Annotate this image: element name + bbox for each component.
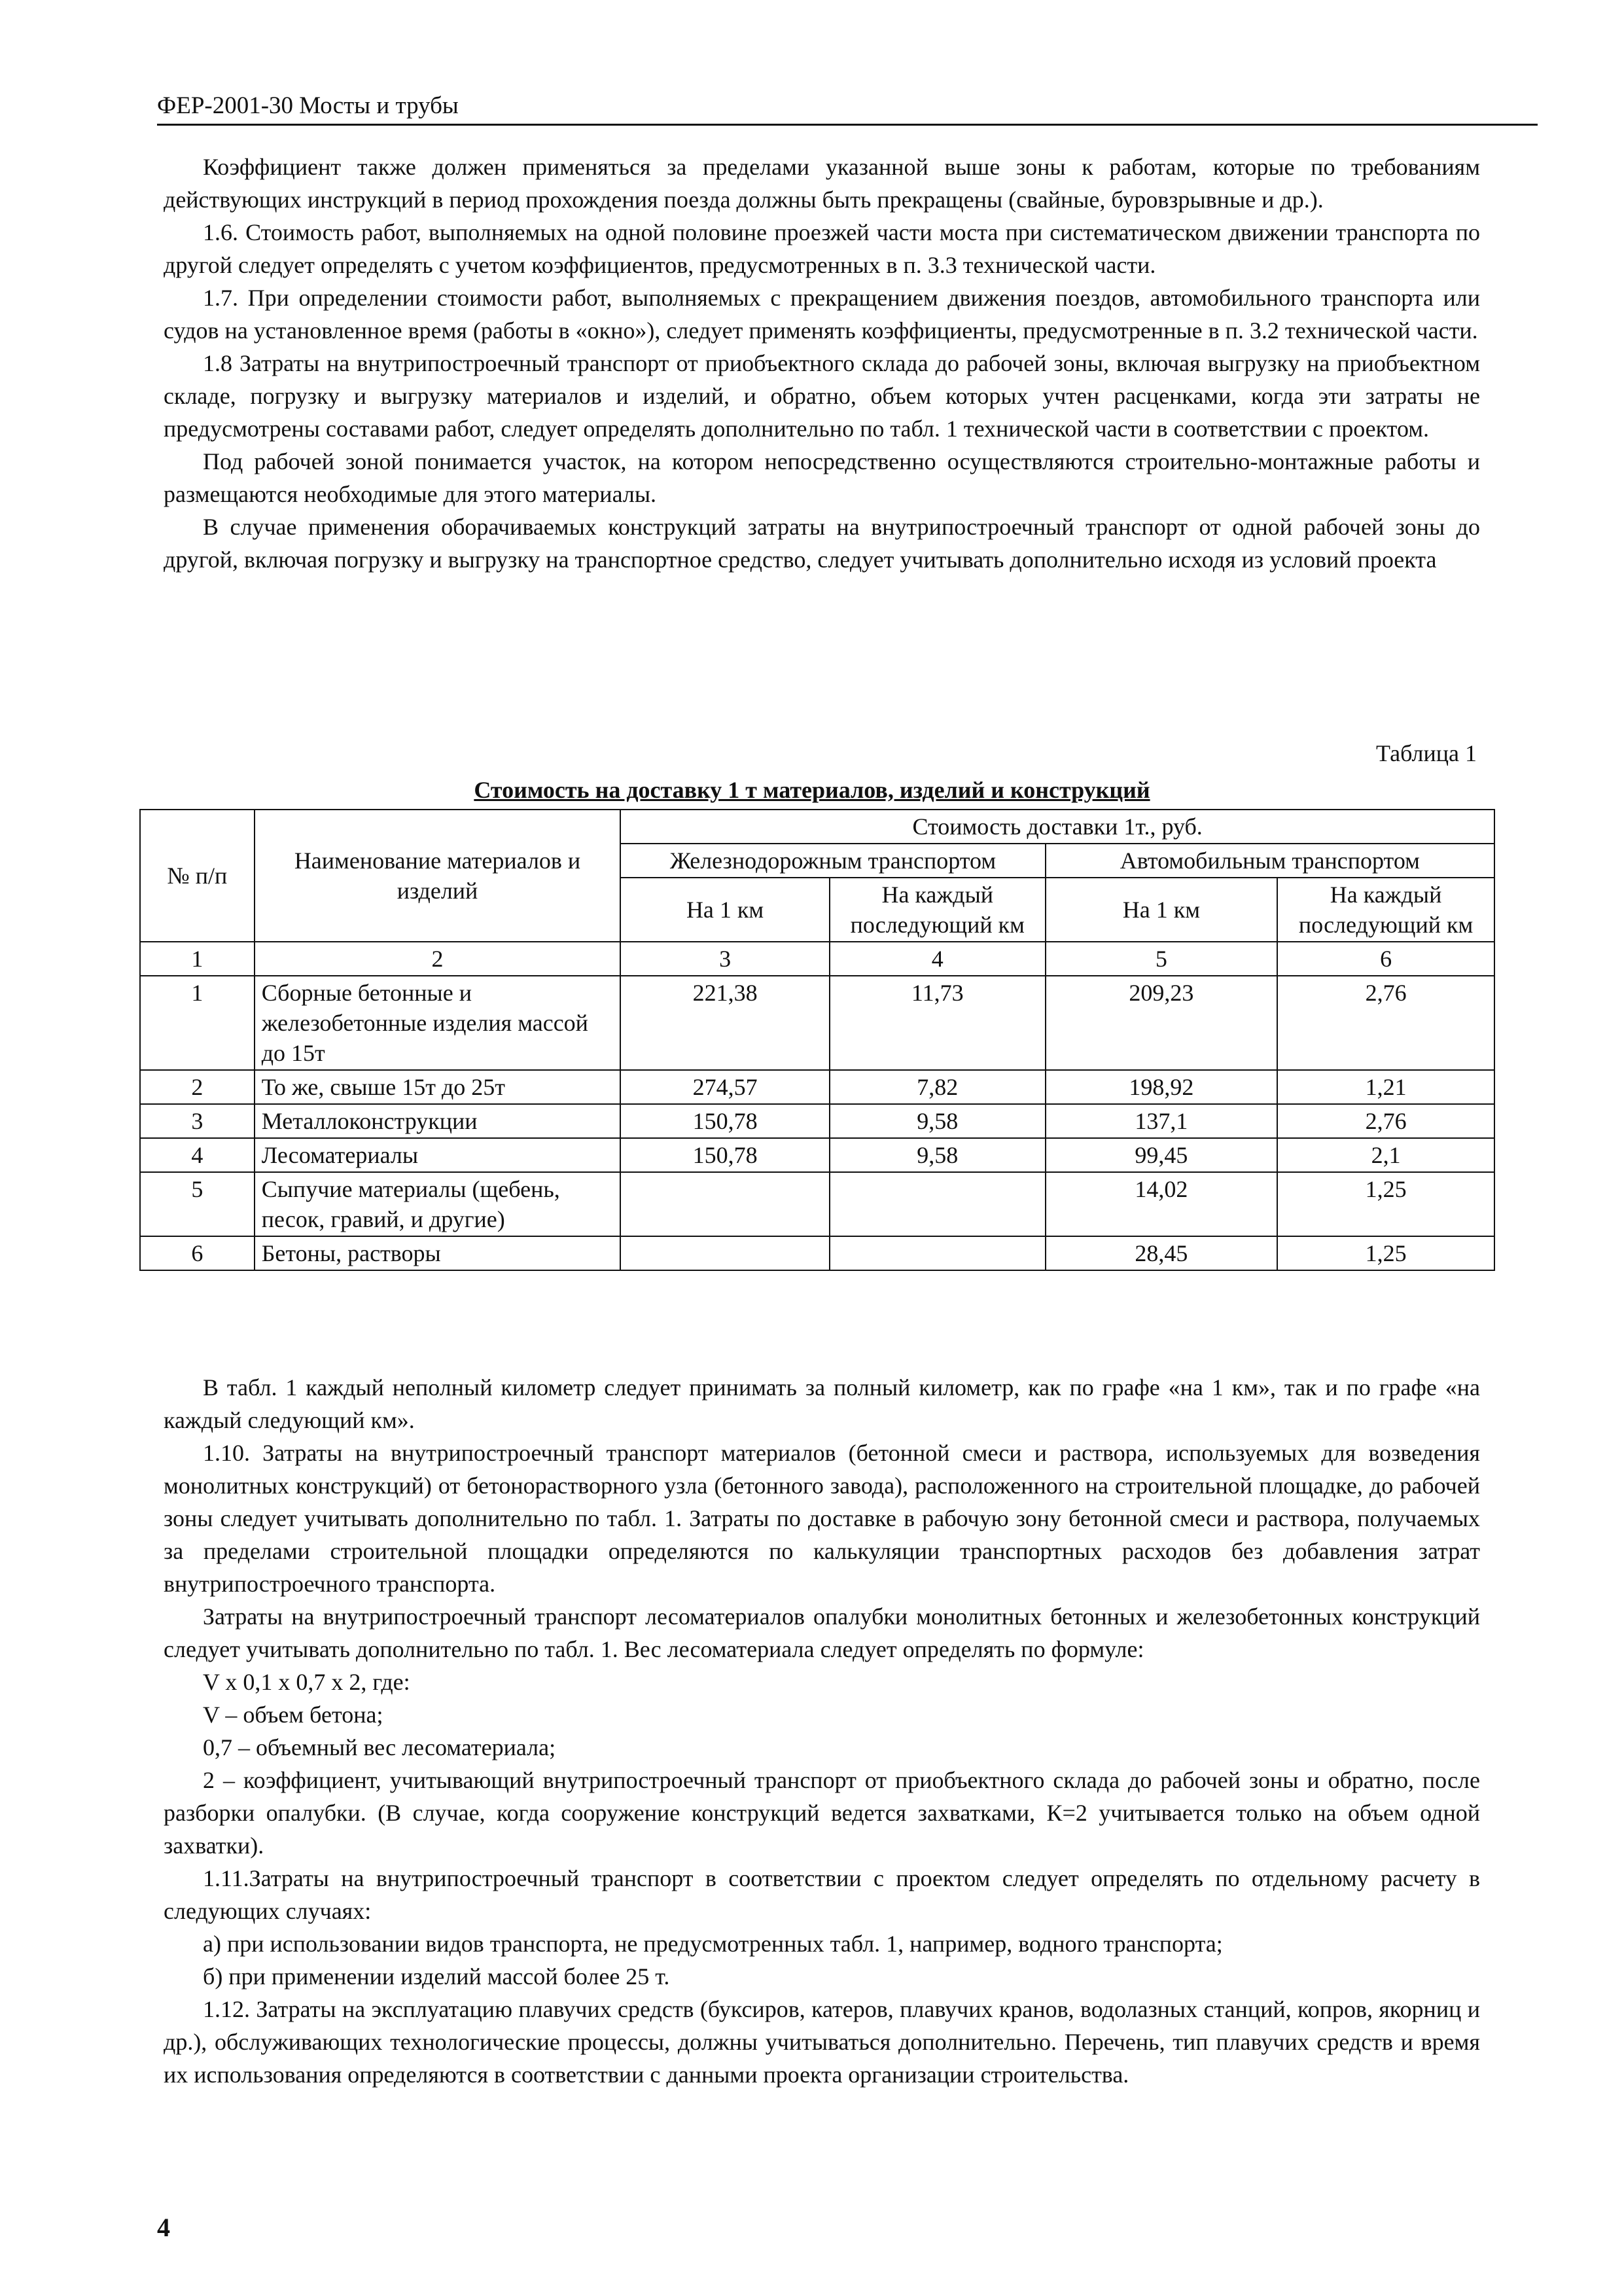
header-auto-per-km: На 1 км	[1046, 878, 1278, 942]
row-rail-next: 9,58	[830, 1104, 1046, 1138]
row-auto-next: 1,25	[1277, 1172, 1494, 1236]
col-number: 5	[1046, 942, 1278, 976]
row-rail-next	[830, 1172, 1046, 1236]
table-row	[140, 1236, 1494, 1270]
list-item: а) при использовании видов транспорта, не предусмотренных табл. 1, например, водного транспорта;	[203, 1931, 1223, 1957]
row-num: 6	[140, 1236, 255, 1270]
paragraph: В случае применения оборачиваемых конструкций затраты на внутрипостроечный транспорт от одной рабочей зоны до другой, включая погрузку и выгрузку на транспортное средство, следует учитывать дополнительно исходя из условий проекта	[164, 514, 1480, 573]
table-row	[140, 976, 1494, 1070]
paragraph: Под рабочей зоной понимается участок, на котором непосредственно осуществляются строительно-монтажные работы и размещаются необходимые для этого материалы.	[164, 448, 1480, 507]
paragraph: 1.6. Стоимость работ, выполняемых на одной половине проезжей части моста при систематическом движении транспорта по другой следует определять с учетом коэффициентов, предусмотренных в п. 3.3 технической части.	[164, 219, 1480, 278]
column-number-row	[140, 942, 1494, 976]
row-num: 4	[140, 1138, 255, 1172]
row-rail-next: 7,82	[830, 1070, 1046, 1104]
header-auto-each-next: На каждый последующий км	[1277, 878, 1494, 942]
table-header-row	[140, 810, 1494, 844]
col-number: 6	[1277, 942, 1494, 976]
row-num: 2	[140, 1070, 255, 1104]
formula: V х 0,1 х 0,7 х 2, где:	[203, 1669, 410, 1695]
header-name: Наименование материалов и изделий	[255, 810, 621, 942]
row-num: 5	[140, 1172, 255, 1236]
row-rail-km: 150,78	[620, 1104, 830, 1138]
header-num: № п/п	[140, 810, 255, 942]
row-num: 1	[140, 976, 255, 1070]
row-auto-km: 198,92	[1046, 1070, 1278, 1104]
delivery-cost-table	[139, 809, 1495, 1271]
row-name: То же, свыше 15т до 25т	[255, 1070, 621, 1104]
running-header: ФЕР-2001-30 Мосты и трубы	[157, 92, 1538, 126]
paragraph: 1.11.Затраты на внутрипостроечный транспорт в соответствии с проектом следует определять по отдельному расчету в следующих случаях:	[164, 1865, 1480, 1924]
table-row	[140, 1104, 1494, 1138]
row-auto-km: 137,1	[1046, 1104, 1278, 1138]
row-auto-km: 99,45	[1046, 1138, 1278, 1172]
row-rail-next: 11,73	[830, 976, 1046, 1070]
row-name: Бетоны, растворы	[255, 1236, 621, 1270]
table-title: Стоимость на доставку 1 т материалов, изделий и конструкций	[474, 777, 1150, 803]
header-rail-each-next: На каждый последующий км	[830, 878, 1046, 942]
header-cost: Стоимость доставки 1т., руб.	[620, 810, 1494, 844]
col-number: 3	[620, 942, 830, 976]
header-rail: Железнодорожным транспортом	[620, 844, 1045, 878]
col-number: 1	[140, 942, 255, 976]
col-number: 4	[830, 942, 1046, 976]
top-text-block	[164, 151, 1480, 576]
row-auto-next: 1,21	[1277, 1070, 1494, 1104]
row-name: Сыпучие материалы (щебень, песок, гравий, и другие)	[255, 1172, 621, 1236]
row-auto-km: 14,02	[1046, 1172, 1278, 1236]
col-number: 2	[255, 942, 621, 976]
formula-legend: 2 – коэффициент, учитывающий внутрипостроечный транспорт от приобъектного склада до рабочей зоны и обратно, после разборки опалубки. (В случае, когда сооружение конструкций ведется захватками, К=2 учитывается только на объем одной захватки).	[164, 1767, 1480, 1859]
row-name: Металлоконструкции	[255, 1104, 621, 1138]
row-auto-next: 2,76	[1277, 1104, 1494, 1138]
table-row	[140, 1070, 1494, 1104]
header-rail-per-km: На 1 км	[620, 878, 830, 942]
row-rail-km	[620, 1172, 830, 1236]
row-auto-km: 28,45	[1046, 1236, 1278, 1270]
row-auto-next: 2,1	[1277, 1138, 1494, 1172]
formula-legend: V – объем бетона;	[203, 1702, 383, 1728]
paragraph: 1.7. При определении стоимости работ, выполняемых с прекращением движения поездов, автомобильного транспорта или судов на установленное время (работы в «окно»), следует применять коэффициенты, предусмотренные в п. 3.2 технической части.	[164, 285, 1480, 344]
row-num: 3	[140, 1104, 255, 1138]
header-auto: Автомобильным транспортом	[1046, 844, 1494, 878]
row-rail-km: 221,38	[620, 976, 830, 1070]
paragraph: В табл. 1 каждый неполный километр следует принимать за полный километр, как по графе «на 1 км», так и по графе «на каждый следующий км».	[164, 1374, 1480, 1433]
row-rail-next: 9,58	[830, 1138, 1046, 1172]
paragraph: 1.8 Затраты на внутрипостроечный транспорт от приобъектного склада до рабочей зоны, включая выгрузку на приобъектном складе, погрузку и выгрузку материалов и изделий, и обратно, объем которых учтен расценками, когда эти затраты не предусмотрены составами работ, следует определять дополнительно по табл. 1 технической части в соответствии с проектом.	[164, 350, 1480, 442]
paragraph: 1.12. Затраты на эксплуатацию плавучих средств (буксиров, катеров, плавучих кранов, водолазных станций, копров, якорниц и др.), обслуживающих технологические процессы, должны учитываться дополнительно. Перечень, тип плавучих средств и время их использования определяются в соответствии с данными проекта организации строительства.	[164, 1996, 1480, 2088]
table-row	[140, 1138, 1494, 1172]
row-rail-next	[830, 1236, 1046, 1270]
paragraph: Коэффициент также должен применяться за пределами указанной выше зоны к работам, которые по требованиям действующих инструкций в период прохождения поезда должны быть прекращены (свайные, буровзрывные и др.).	[164, 154, 1480, 213]
row-auto-next: 2,76	[1277, 976, 1494, 1070]
row-rail-km	[620, 1236, 830, 1270]
table-caption: Таблица 1	[1376, 740, 1477, 766]
row-name: Лесоматериалы	[255, 1138, 621, 1172]
page-number: 4	[157, 2213, 170, 2242]
list-item: б) при применении изделий массой более 25 т.	[203, 1963, 670, 1990]
row-rail-km: 274,57	[620, 1070, 830, 1104]
row-rail-km: 150,78	[620, 1138, 830, 1172]
row-name: Сборные бетонные и железобетонные изделия массой до 15т	[255, 976, 621, 1070]
table-row	[140, 1172, 1494, 1236]
paragraph: Затраты на внутрипостроечный транспорт лесоматериалов опалубки монолитных бетонных и железобетонных конструкций следует учитывать дополнительно по табл. 1. Вес лесоматериала следует определять по формуле:	[164, 1603, 1480, 1662]
formula-legend: 0,7 – объемный вес лесоматериала;	[203, 1734, 556, 1760]
row-auto-next: 1,25	[1277, 1236, 1494, 1270]
row-auto-km: 209,23	[1046, 976, 1278, 1070]
paragraph: 1.10. Затраты на внутрипостроечный транспорт материалов (бетонной смеси и раствора, используемых для возведения монолитных конструкций) от бетонорастворного узла (бетонного завода), расположенного на строительной площадке, до рабочей зоны следует учитывать дополнительно по табл. 1. Затраты по доставке в рабочую зону бетонной смеси и раствора, получаемых за пределами строительной площадки определяются по калькуляции транспортных расходов без добавления затрат внутрипостроечного транспорта.	[164, 1440, 1480, 1597]
bottom-text-block	[164, 1371, 1480, 2091]
